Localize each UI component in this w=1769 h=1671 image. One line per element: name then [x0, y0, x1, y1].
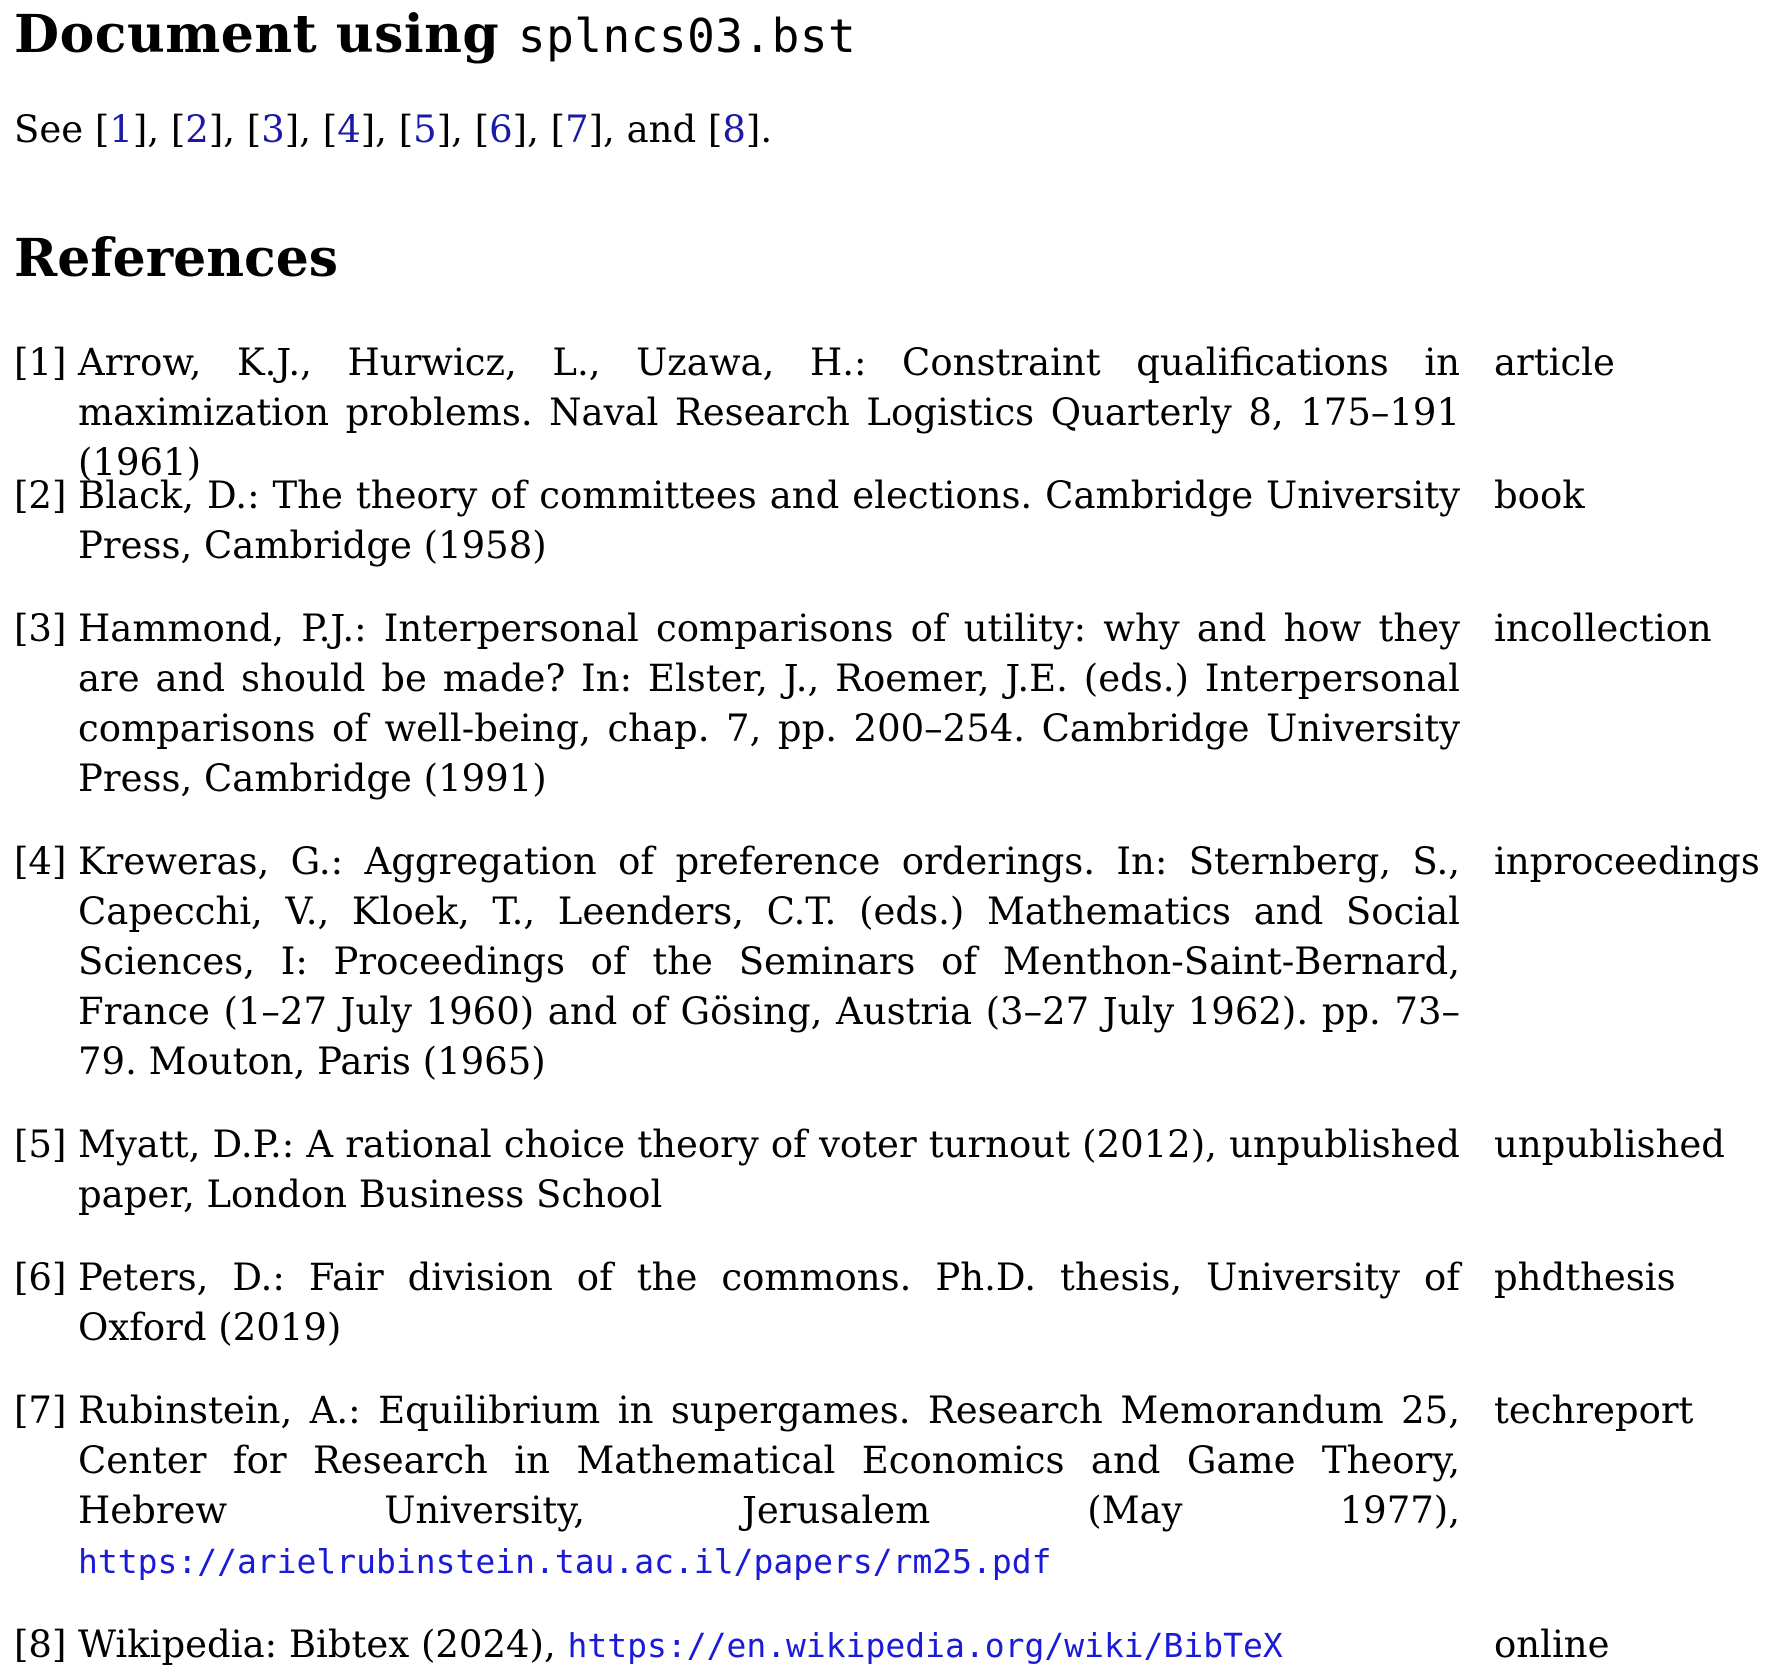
reference-url-link[interactable]: https://arielrubinstein.tau.ac.il/papers/rm25.pdf	[78, 1542, 1052, 1581]
reference-text: Wikipedia: Bibtex (2024),	[78, 1623, 568, 1666]
reference-label: [5]	[14, 1123, 67, 1166]
reference-type: phdthesis	[1494, 1256, 1676, 1299]
reference-text: Arrow, K.J., Hurwicz, L., Uzawa, H.: Constraint qualifications in maximization problems. Naval Research Logistics Quarterly 8, 175–191 (1961)	[78, 341, 1460, 484]
reference-text: Peters, D.: Fair division of the commons. Ph.D. thesis, University of Oxford (2019)	[78, 1256, 1460, 1349]
reference-type: inproceedings	[1494, 840, 1760, 883]
reference-text: Rubinstein, A.: Equilibrium in supergames. Research Memorandum 25, Center for Research in Mathematical Economics and Game Theory, Hebrew University, Jerusalem (May 1977),	[78, 1389, 1460, 1532]
citation-link-5[interactable]: 5	[413, 108, 437, 151]
reference-type: incollection	[1494, 607, 1712, 650]
reference-label: [4]	[14, 840, 67, 883]
reference-type: book	[1494, 474, 1585, 517]
citation-link-7[interactable]: 7	[565, 108, 589, 151]
reference-text-block	[78, 1620, 1460, 1671]
reference-type: techreport	[1494, 1389, 1694, 1432]
reference-label: [2]	[14, 474, 67, 517]
reference-text-block	[78, 1386, 1460, 1587]
citation-link-1[interactable]: 1	[109, 108, 133, 151]
reference-type: unpublished	[1494, 1123, 1725, 1166]
reference-type: article	[1494, 341, 1615, 384]
reference-label: [8]	[14, 1623, 67, 1666]
page-title	[14, 4, 856, 65]
reference-label: [6]	[14, 1256, 67, 1299]
citation-link-6[interactable]: 6	[489, 108, 513, 151]
reference-label: [1]	[14, 341, 67, 384]
reference-label: [7]	[14, 1389, 67, 1432]
reference-label: [3]	[14, 607, 67, 650]
citation-link-4[interactable]: 4	[337, 108, 361, 151]
reference-text: Hammond, P.J.: Interpersonal comparisons of utility: why and how they are and should be made? In: Elster, J., Roemer, J.E. (eds.) Interpersonal comparisons of well-being, chap. 7, pp. 200–254. Cambridge University Press, Cambridge (1991)	[78, 607, 1460, 800]
title-prefix: Document using	[14, 4, 500, 65]
reference-text: Black, D.: The theory of committees and elections. Cambridge University Press, Cambridge (1958)	[78, 474, 1460, 567]
citation-link-2[interactable]: 2	[185, 108, 209, 151]
references-heading: References	[14, 228, 339, 289]
reference-text: Kreweras, G.: Aggregation of preference orderings. In: Sternberg, S., Capecchi, V., Kloek, T., Leenders, C.T. (eds.) Mathematics and Social Sciences, I: Proceedings of the Seminars of Menthon-Saint-Bernard, France (1–27 July 1960) and of Gösing, Austria (3–27 July 1962). pp. 73–79. Mouton, Paris (1965)	[78, 840, 1460, 1083]
reference-text: Myatt, D.P.: A rational choice theory of voter turnout (2012), unpublished paper, London Business School	[78, 1123, 1460, 1216]
intro-lead: See	[14, 108, 84, 151]
citation-link-3[interactable]: 3	[261, 108, 285, 151]
title-filename: splncs03.bst	[517, 9, 857, 63]
intro-and-word: and	[626, 108, 697, 151]
reference-type: online	[1494, 1623, 1610, 1666]
intro-paragraph: See [1], [2], [3], [4], [5], [6], [7], and [8].	[14, 108, 773, 151]
citation-link-8[interactable]: 8	[722, 108, 746, 151]
reference-url-link[interactable]: https://en.wikipedia.org/wiki/BibTeX	[567, 1626, 1283, 1665]
